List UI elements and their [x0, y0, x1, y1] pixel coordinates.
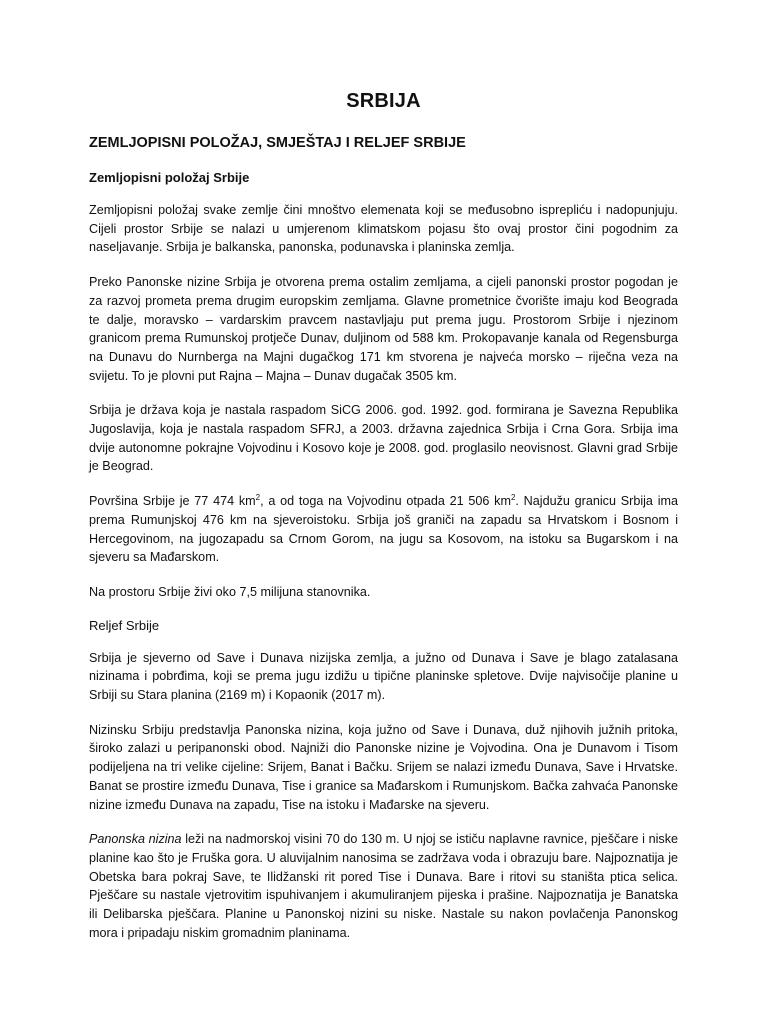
- area-text-a: Površina Srbije je 77 474 km: [89, 494, 256, 509]
- section-title-relief: Reljef Srbije: [89, 617, 160, 633]
- paragraph-6: Srbija je sjeverno od Save i Dunava nizijska zemlja, a južno od Dunava i Save je blago zatalasana nizinama i pobrđima, koji se prema jugu izdižu u tipične planinske spletove. Dvije najvisočije planine u Srbiji su Stara planina (2169 m) i Kopaonik (2017 m).: [89, 650, 678, 703]
- main-heading: ZEMLJOPISNI POLOŽAJ, SMJEŠTAJ I RELJEF SRBIJE: [89, 135, 466, 151]
- paragraph-2: Preko Panonske nizine Srbija je otvorena prema ostalim zemljama, a cijeli panonski prostor pogodan je za razvoj prometa prema drugim europskim zemljama. Glavne prometnice čvorište imaju kod Beograda te dalje, moravsko – vardarskim pravcem nastavljaju put prema jugu. Prostorom Srbije i njezinom granicom prema Rumunskoj protječe Dunav, duljinom od 588 km. Prokopavanje kanala od Regensburga na Dunavu do Nurnberga na Majni dugačkog 171 km stvorena je najveća morsko – riječna veza na svijetu. To je plovni put Rajna – Majna – Dunav dugačak 3505 km.: [89, 275, 678, 383]
- paragraph-7: Nizinsku Srbiju predstavlja Panonska nizina, koja južno od Save i Dunava, duž njihovih južnih pritoka, široko zalazi u peripanonski obod. Najniži dio Panonske nizine je Vojvodina. Ona je Dunavom i Tisom podijeljena na tri velike cijeline: Srijem, Banat i Bačku. Srijem se nalazi između Dunava, Save i Hrvatske. Banat se prostire između Dunava, Tise i granice sa Mađarskom i Rumunjskom. Bačka zahvaća Panonske nizine između Dunava na zapadu, Tise na istoku i Mađarske na sjeveru.: [89, 722, 678, 812]
- superscript-2b: 2: [510, 492, 516, 502]
- superscript-2a: 2: [255, 492, 261, 502]
- area-text-b: , a od toga na Vojvodinu otpada 21 506 km: [260, 494, 511, 509]
- paragraph-1: Zemljopisni položaj svake zemlje čini mnoštvo elemenata koji se međusobno isprepliću i nadopunjuju. Cijeli prostor Srbije se nalazi u umjerenom klimatskom pojasu što ovaj prostor čini pogodnim za naseljavanje. Srbija je balkanska, panonska, podunavska i planinska zemlja.: [89, 203, 678, 255]
- paragraph-8: [89, 830, 678, 942]
- paragraph-8-text: leži na nadmorskoj visini 70 do 130 m. U njoj se ističu naplavne ravnice, pješčare i niske planine kao što je Fruška gora. U aluvijalnim nanosima se zadržava voda i obrazuju bare. Najpoznatija je Obetska bara pokraj Save, te Ilidžanski rit pored Tise i Dunava. Bare i ritovi su staništa ptica selica. Pješčare su nastale vjetrovitim ispuhivanjem i akumuliranjem pijeska i prašine. Najpoznatija je Banatska ili Delibarska pješčara. Planine u Panonskoj nizini su niske. Nastale su nakon povlačenja Panonskog mora i pripadaju niskim gromadnim planinama.: [89, 832, 679, 940]
- panonska-nizina-italic: Panonska nizina: [89, 832, 182, 847]
- document-title: SRBIJA: [346, 90, 421, 112]
- area-text-c: . Najdužu granicu Srbija ima prema Rumunjskoj 476 km na sjeveroistoku. Srbija još graniči na zapadu sa Hrvatskom i Bosnom i Hercegovinom, na jugozapadu sa Crnom Gorom, na jugu sa Kosovom, na istoku sa Bugarskom i na sjeveru sa Mađarskom.: [89, 494, 678, 565]
- paragraph-4: [89, 492, 678, 567]
- section-title-location: Zemljopisni položaj Srbije: [89, 170, 250, 185]
- paragraph-5: Na prostoru Srbije živi oko 7,5 milijuna stanovnika.: [89, 584, 371, 599]
- paragraph-3: Srbija je država koja je nastala raspadom SiCG 2006. god. 1992. god. formirana je Savezna Republika Jugoslavija, koja je nastala raspadom SFRJ, a 2003. državna zajednica Srbija i Crna Gora. Srbija ima dvije autonomne pokrajne Vojvodinu i Kosovo koje je 2008. god. proglasilo neovisnost. Glavni grad Srbije je Beograd.: [89, 403, 678, 474]
